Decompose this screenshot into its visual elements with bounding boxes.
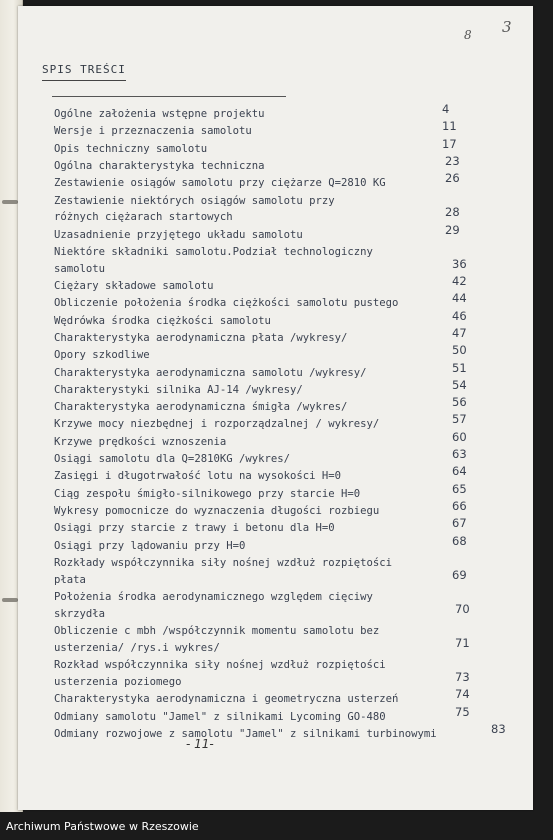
toc-page-number: 66 [452,498,467,513]
toc-entry-text: Osiągi przy starcie z trawy i betonu dla H=0 [54,522,335,535]
toc-entry [54,193,335,227]
toc-entry [54,468,341,485]
toc-entry [54,538,245,555]
toc-page-number: 51 [452,360,467,375]
toc-entry [54,709,386,726]
toc-page-number: 83 [491,721,506,736]
toc-entry-text: samolotu [54,262,106,275]
toc-entry [54,347,150,364]
toc-entry [54,227,303,244]
toc-page-number: 26 [445,171,460,186]
toc-entry-text: Położenia środka aerodynamicznego względem cięciwy [54,590,373,603]
toc-entry-text: Zestawienie osiągów samolotu przy ciężarze Q=2810 KG [54,177,386,190]
toc-entry [54,451,290,468]
document-page [18,6,533,810]
toc-entry [54,106,264,123]
toc-entry [54,503,379,520]
toc-entry-text: Obliczenie położenia środka ciężkości samolotu pustego [54,297,399,310]
toc-entry [54,399,347,416]
toc-entry-text: Wędrówka środka ciężkości samolotu [54,314,271,327]
toc-entry-text: Charakterystyka aerodynamiczna i geometryczna usterzeń [54,693,399,706]
toc-entry-text: Ogólna charakterystyka techniczna [54,159,265,172]
toc-entry-text: Rozkłady współczynnika siły nośnej wzdłuż rozpiętości [54,556,393,569]
list-top-rule [52,96,286,97]
toc-entry [54,330,347,347]
toc-entry-text: Charakterystyki silnika AJ-14 /wykresy/ [54,383,303,396]
toc-title: SPIS TREŚCI [42,63,126,76]
toc-entry-text: Wersje i przeznaczenia samolotu [54,125,252,138]
toc-page-number: 56 [452,395,467,410]
toc-entry-text: Uzasadnienie przyjętego układu samolotu [54,228,303,241]
toc-entry-text: usterzenia/ /rys.i wykres/ [54,641,220,654]
toc-entry-text: Wykresy pomocnicze do wyznaczenia długości rozbiegu [54,504,380,517]
toc-entry-text: Zasięgi i długotrwałość lotu na wysokości H=0 [54,470,342,483]
toc-entry-text: płata [54,573,86,586]
binder-hole [2,598,18,602]
toc-page-number: 29 [445,222,460,237]
archive-label: Archiwum Państwowe w Rzeszowie [6,820,199,833]
toc-entry [54,486,360,503]
toc-page-number: 68 [452,533,467,548]
toc-entry-text: Ciężary składowe samolotu [54,280,214,292]
toc-entry [54,657,386,691]
toc-entry-text: Krzywe mocy niezbędnej i rozporządzalnej / wykresy/ [54,418,380,431]
toc-page-number: 69 [452,567,467,582]
toc-page-number: 4 [442,102,450,116]
toc-page-number: 63 [452,447,467,461]
toc-entry-text: Krzywe prędkości wznoszenia [54,435,227,448]
toc-entry [54,623,379,657]
toc-page-number: 54 [452,377,467,392]
toc-entry [54,313,271,330]
title-underline [42,80,126,81]
toc-entry-text: Odmiany samolotu "Jamel" z silnikami Lycoming GO-480 [54,710,386,723]
toc-page-number: 71 [455,635,470,650]
toc-entry-text: Charakterystyka aerodynamiczna samolotu /wykresy/ [54,366,367,379]
toc-entry-text: Rozkład współczynnika siły nośnej wzdłuż rozpiętości [54,659,386,672]
page-footer: - 11- [186,737,214,751]
toc-page-number: 23 [445,153,460,168]
toc-page-number: 74 [455,687,470,702]
toc-page-number: 50 [452,343,467,358]
toc-entry [54,434,226,451]
toc-entry [54,123,252,140]
toc-page-number: 70 [455,601,470,616]
toc-entry [54,244,373,278]
toc-entry-text: Ogólne założenia wstępne projektu [54,108,265,120]
toc-page-number: 44 [452,291,467,306]
toc-page-number: 11 [442,119,457,134]
toc-entry-text: Ciąg zespołu śmigło-silnikowego przy starcie H=0 [54,487,361,500]
toc-page-number: 46 [452,308,467,323]
toc-entry-text: Charakterystyka aerodynamiczna śmigła /wykres/ [54,401,348,414]
toc-entry-text: skrzydła [54,607,106,620]
toc-entry-text: Odmiany rozwojowe z samolotu "Jamel" z silnikami turbinowymi [54,727,437,740]
toc-entry [54,175,386,192]
toc-page-number: 65 [452,481,467,496]
toc-entry-text: Osiągi samolotu dla Q=2810KG /wykres/ [54,453,290,465]
toc-entry [54,278,213,295]
toc-entry-text: Niektóre składniki samolotu.Podział technologiczny [54,245,373,258]
toc-entry [54,158,264,175]
toc-entry-text: Obliczenie c mbh /współczynnik momentu samolotu bez [54,625,380,637]
toc-entry-text: Opis techniczny samolotu [54,142,208,155]
toc-entry [54,691,398,708]
toc-entry-text: Zestawienie niektórych osiągów samolotu przy [54,194,335,207]
toc-entry [54,589,373,623]
toc-page-number: 47 [452,325,467,340]
archive-footer-bar [0,812,553,840]
toc-page-number: 57 [452,412,467,427]
toc-entry [54,416,379,433]
toc-page-number: 28 [445,205,460,220]
toc-page-number: 67 [452,516,467,531]
toc-page-number: 73 [455,669,470,684]
toc-entry-text: usterzenia poziomego [54,675,182,688]
toc-entry-text: Opory szkodliwe [54,349,150,362]
toc-page-number: 64 [452,464,467,479]
toc-entry [54,726,437,743]
toc-page-number: 75 [455,704,470,719]
toc-entry [54,141,207,158]
toc-entry [54,295,398,312]
toc-entry-text: Osiągi przy lądowaniu przy H=0 [54,539,246,552]
toc-entry [54,520,335,537]
toc-entry-text: Charakterystyka aerodynamiczna płata /wykresy/ [54,331,348,344]
toc-page-number: 36 [452,256,467,271]
binder-hole [2,200,18,204]
toc-entry [54,382,303,399]
toc-page-number: 42 [452,274,467,288]
toc-entry-text: różnych ciężarach startowych [54,211,233,224]
toc-entry [54,555,392,589]
pencil-mark-left: 8 [464,28,472,42]
pencil-page-number: 3 [502,18,512,36]
toc-page-number: 17 [442,136,457,151]
toc-page-number: 60 [452,429,467,444]
toc-entry [54,365,367,382]
